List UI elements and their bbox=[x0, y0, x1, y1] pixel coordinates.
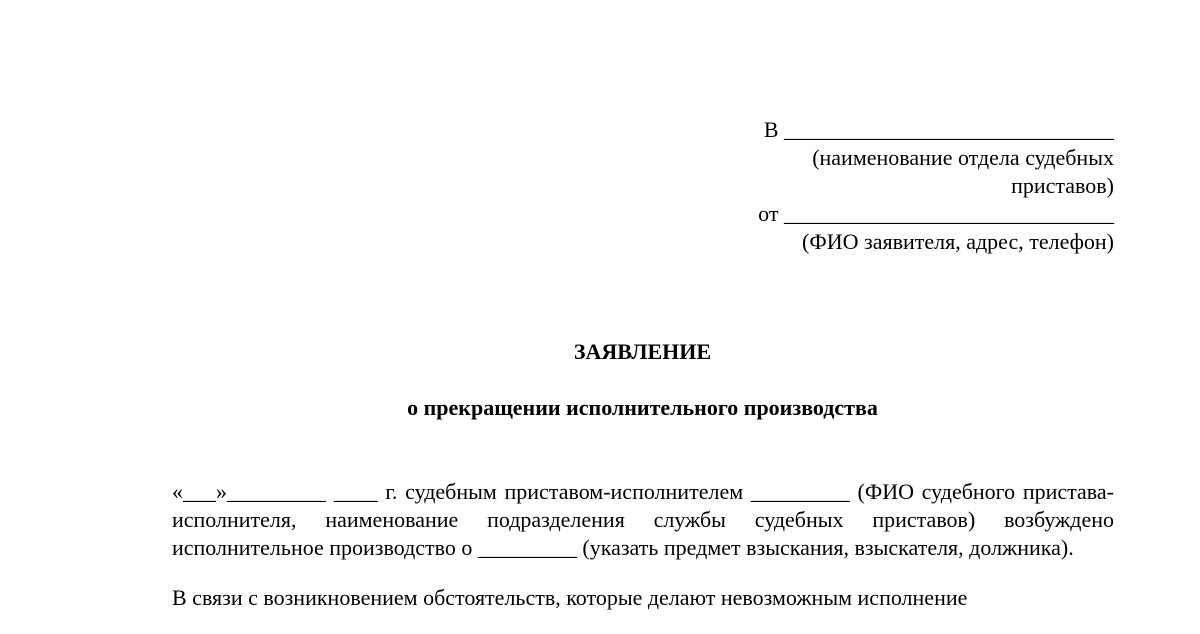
recipient-hint-line-1: (наименование отдела судебных bbox=[812, 145, 1114, 170]
document-subtitle: о прекращении исполнительного производства bbox=[407, 395, 878, 420]
addressee-block bbox=[700, 116, 1114, 256]
recipient-line: В ______________________________ bbox=[763, 117, 1114, 142]
recipient-hint-line-2: приставов) bbox=[1011, 173, 1114, 198]
body-paragraph-1: «___»_________ ____ г. судебным приставом-исполнителем _________ (ФИО судебного пристава-исполнителя, наименование подразделения службы судебных приставов) возбуждено исполнительное производство о _________ (указать предмет взыскания, взыскателя, должника). bbox=[172, 479, 1114, 560]
applicant-line: от ______________________________ bbox=[758, 201, 1114, 226]
body-paragraph-2: В связи с возникновением обстоятельств, которые делают невозможным исполнение bbox=[172, 585, 968, 610]
document-title: ЗАЯВЛЕНИЕ bbox=[573, 339, 712, 364]
applicant-hint: (ФИО заявителя, адрес, телефон) bbox=[802, 229, 1114, 254]
document-body bbox=[172, 478, 1114, 634]
